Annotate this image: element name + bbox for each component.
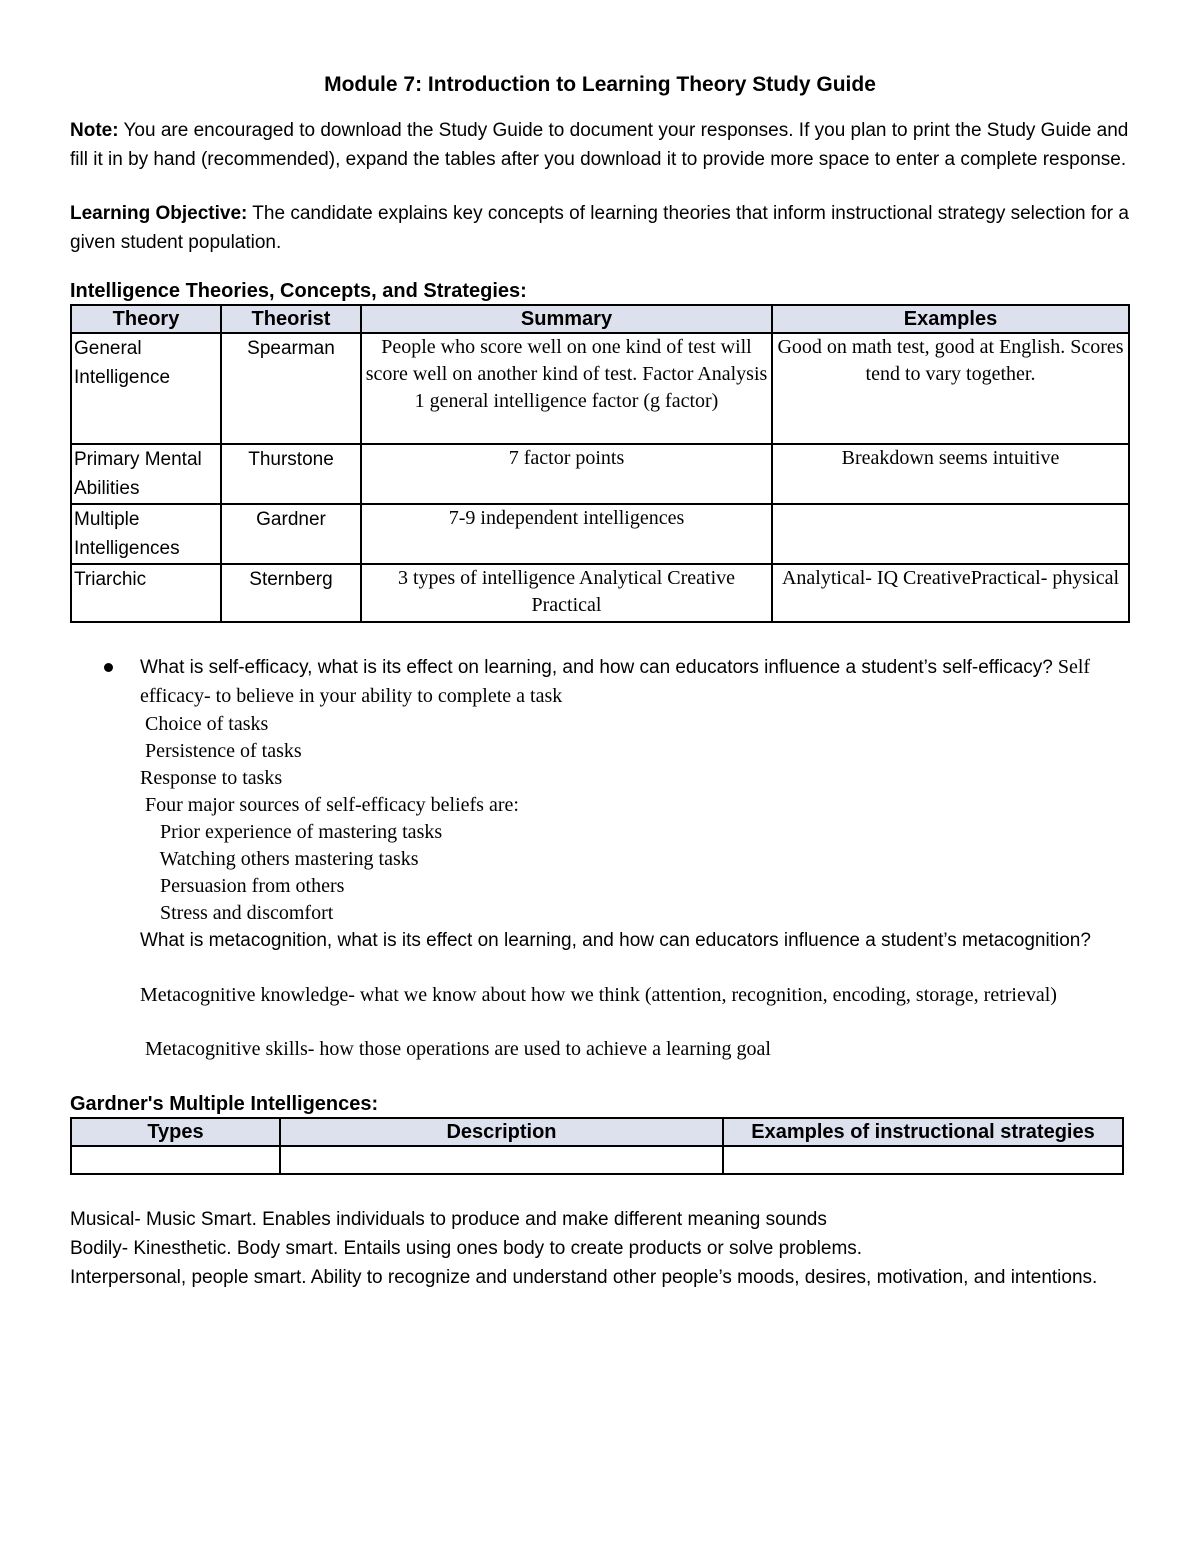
theory-cell: Triarchic: [71, 564, 221, 622]
metacognitive-skills: Metacognitive skills- how those operations are used to achieve a learning goal: [140, 1038, 771, 1060]
self-efficacy-answer: Self efficacy- to believe in your ability to complete a task: [140, 656, 1091, 707]
examples-cell: Good on math test, good at English. Scores tend to vary together.: [772, 333, 1129, 444]
header-examples: Examples: [772, 305, 1129, 333]
table-row: [71, 504, 1129, 564]
theory-cell: General Intelligence: [71, 333, 221, 444]
summary-cell: 3 types of intelligence Analytical Creative Practical: [361, 564, 772, 622]
intelligence-table: [70, 304, 1130, 623]
note-label: Note:: [70, 120, 119, 141]
gardner-table-title: Gardner's Multiple Intelligences:: [70, 1093, 379, 1115]
examples-cell: [772, 504, 1129, 564]
strategies-cell: [723, 1146, 1123, 1174]
summary-cell: 7 factor points: [361, 444, 772, 504]
metacognitive-knowledge: Metacognitive knowledge- what we know about how we think (attention, recognition, encoding, storage, retrieval): [140, 984, 1057, 1006]
summary-cell: 7-9 independent intelligences: [361, 504, 772, 564]
theorist-cell: Thurstone: [221, 444, 361, 504]
header-examples-strategies: Examples of instructional strategies: [723, 1118, 1123, 1146]
gardner-note: Interpersonal, people smart. Ability to recognize and understand other people’s moods, desires, motivation, and intentions.: [70, 1267, 1098, 1288]
header-types: Types: [71, 1118, 280, 1146]
gardner-note: Bodily- Kinesthetic. Body smart. Entails using ones body to create products or solve problems.: [70, 1238, 863, 1259]
summary-cell: People who score well on one kind of test will score well on another kind of test. Factor Analysis 1 general intelligence factor (g factor): [361, 333, 772, 444]
gardner-note: Musical- Music Smart. Enables individuals to produce and make different meaning sounds: [70, 1209, 827, 1230]
description-cell: [280, 1146, 723, 1174]
gardner-table-header-row: [71, 1118, 1123, 1146]
theorist-cell: Spearman: [221, 333, 361, 444]
self-efficacy-line: Four major sources of self-efficacy beliefs are:: [140, 794, 519, 816]
header-theorist: Theorist: [221, 305, 361, 333]
table-row: [71, 564, 1129, 622]
page-title: Module 7: Introduction to Learning Theory Study Guide: [324, 73, 876, 96]
note-paragraph: [70, 116, 1130, 174]
self-efficacy-line: Persistence of tasks: [140, 740, 302, 762]
self-efficacy-line: Prior experience of mastering tasks: [140, 821, 443, 843]
types-cell: [71, 1146, 280, 1174]
self-efficacy-question: [140, 653, 1130, 711]
examples-cell: Breakdown seems intuitive: [772, 444, 1129, 504]
theorist-cell: Sternberg: [221, 564, 361, 622]
bullet-icon: [104, 663, 113, 672]
objective-paragraph: [70, 199, 1130, 257]
metacognition-question: What is metacognition, what is its effect on learning, and how can educators influence a student’s metacognition?: [140, 930, 1091, 951]
header-description: Description: [280, 1118, 723, 1146]
self-efficacy-line: Choice of tasks: [140, 713, 269, 735]
theorist-cell: Gardner: [221, 504, 361, 564]
question-list: [70, 653, 1130, 1063]
table-row: [71, 1146, 1123, 1174]
intelligence-table-header-row: [71, 305, 1129, 333]
gardner-table: [70, 1117, 1124, 1175]
header-theory: Theory: [71, 305, 221, 333]
header-summary: Summary: [361, 305, 772, 333]
theory-cell: Primary Mental Abilities: [71, 444, 221, 504]
table-row: [71, 333, 1129, 444]
examples-cell: Analytical- IQ CreativePractical- physical: [772, 564, 1129, 622]
self-efficacy-line: Persuasion from others: [140, 875, 345, 897]
note-text: You are encouraged to download the Study Guide to document your responses. If you plan to print the Study Guide and fill it in by hand (recommended), expand the tables after you download it to provide more space to enter a complete response.: [70, 120, 1129, 170]
objective-text: The candidate explains key concepts of learning theories that inform instructional strategy selection for a given student population.: [70, 203, 1129, 253]
gardner-notes: [70, 1205, 1130, 1292]
table-row: [71, 444, 1129, 504]
self-efficacy-line: Response to tasks: [140, 767, 283, 789]
objective-label: Learning Objective:: [70, 203, 248, 224]
self-efficacy-question-text: What is self-efficacy, what is its effect on learning, and how can educators influence a student’s self-efficacy?: [140, 657, 1053, 678]
self-efficacy-line: Stress and discomfort: [140, 902, 334, 924]
self-efficacy-line: Watching others mastering tasks: [140, 848, 419, 870]
study-guide-page: [70, 70, 1130, 1292]
intelligence-table-title: Intelligence Theories, Concepts, and Strategies:: [70, 280, 527, 302]
theory-cell: Multiple Intelligences: [71, 504, 221, 564]
